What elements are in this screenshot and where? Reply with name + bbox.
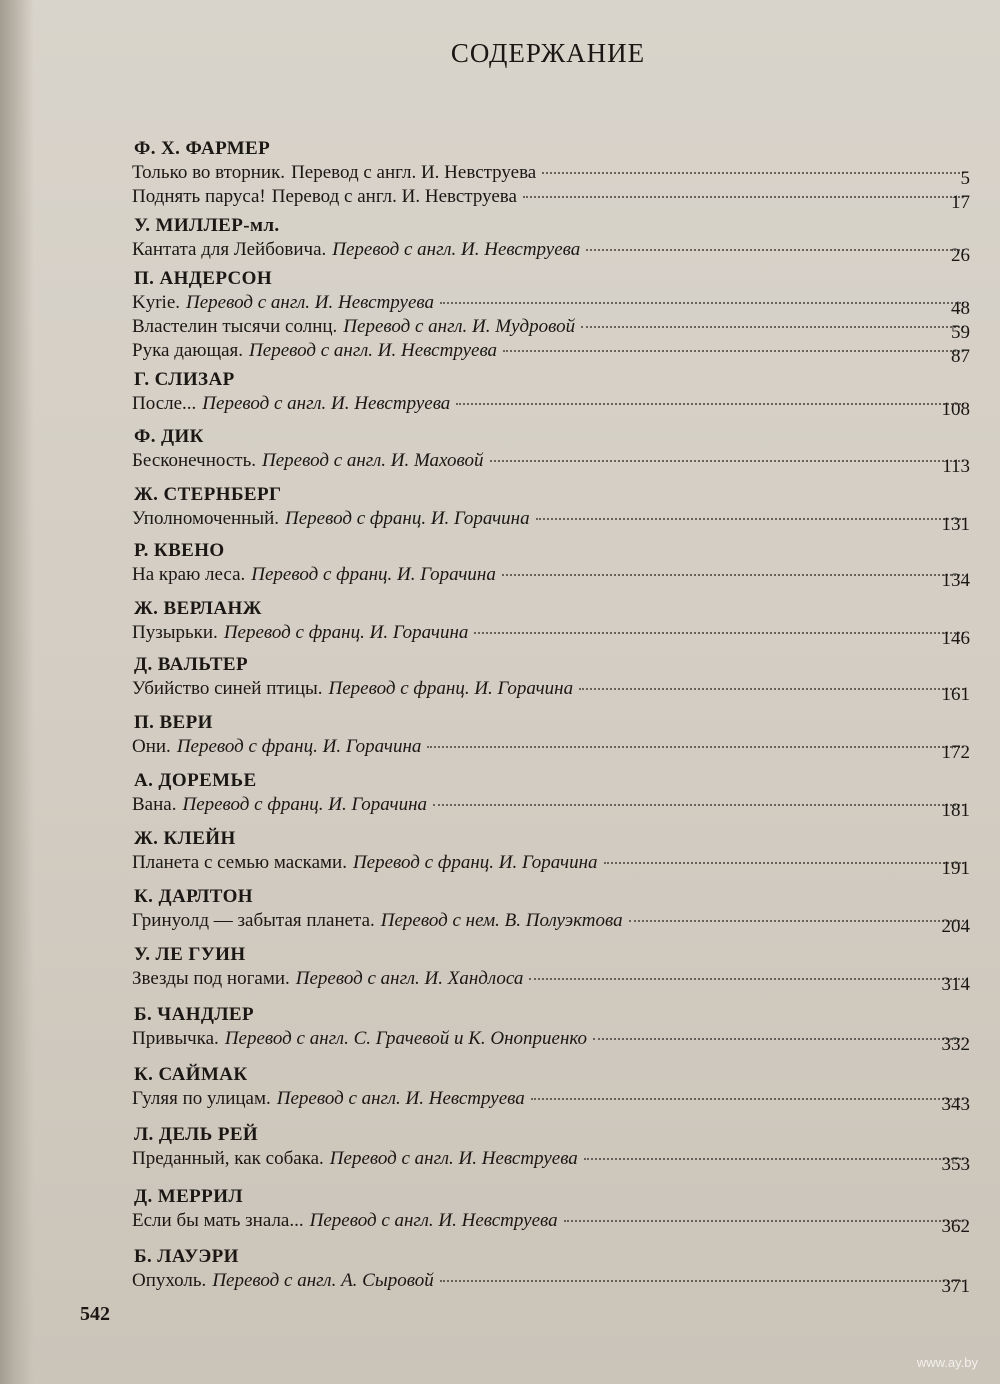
- toc-author: Ж. ВЕРЛАНЖ: [134, 598, 262, 619]
- toc-author: Ф. Х. ФАРМЕР: [134, 138, 271, 159]
- toc-author: Б. ЛАУЭРИ: [134, 1246, 239, 1267]
- toc-entry: [132, 678, 970, 705]
- toc-translator: Перевод с англ. И. Невструева: [249, 340, 498, 361]
- dot-leader: [456, 402, 964, 405]
- toc-translator: Перевод с англ. И. Маховой: [262, 450, 484, 471]
- toc-entry: [132, 162, 970, 189]
- toc-entry: [132, 508, 970, 535]
- toc-page-number: 59: [951, 322, 970, 343]
- toc-work-title: Бесконечность.: [132, 450, 256, 471]
- toc-author: Г. СЛИЗАР: [134, 369, 235, 390]
- watermark-text: www.ay.by: [916, 1355, 978, 1370]
- toc-entry: [132, 239, 970, 266]
- toc-work-title: Опухоль.: [132, 1270, 207, 1291]
- toc-entry: [132, 564, 970, 591]
- toc-author: К. САЙМАК: [134, 1064, 248, 1085]
- toc-translator: Перевод с англ. И. Невструева: [271, 186, 517, 207]
- toc-work-title: Поднять паруса!: [132, 186, 266, 207]
- toc-page-number: 87: [951, 346, 970, 367]
- toc-page-number: 161: [941, 684, 970, 705]
- dot-leader: [490, 459, 965, 462]
- dot-leader: [584, 1157, 964, 1160]
- toc-translator: Перевод с англ. И. Мудровой: [343, 316, 576, 337]
- dot-leader: [433, 803, 964, 806]
- toc-translator: Перевод с англ. И. Невструева: [332, 239, 581, 260]
- dot-leader: [564, 1219, 964, 1222]
- dot-leader: [523, 195, 964, 198]
- toc-work-title: Привычка.: [132, 1028, 219, 1049]
- toc-translator: Перевод с англ. И. Невструева: [309, 1210, 558, 1231]
- toc-work-title: Кантата для Лейбовича.: [132, 239, 327, 260]
- toc-work-title: Властелин тысячи солнц.: [132, 316, 338, 337]
- toc-page-number: 362: [941, 1216, 970, 1237]
- toc-page-number: 48: [951, 298, 970, 319]
- toc-author: У. МИЛЛЕР-мл.: [134, 215, 280, 236]
- toc-work-title: Вана.: [132, 794, 177, 815]
- toc-work-title: Планета с семью масками.: [132, 852, 347, 873]
- dot-leader: [440, 301, 964, 304]
- toc-translator: Перевод с англ. И. Невструева: [186, 292, 435, 313]
- toc-page-number: 353: [941, 1154, 970, 1175]
- toc-page-number: 26: [951, 245, 970, 266]
- toc-entry: [132, 968, 970, 995]
- toc-translator: Перевод с франц. И. Горачина: [176, 736, 422, 757]
- toc-author: У. ЛЕ ГУИН: [134, 944, 246, 965]
- toc-work-title: После...: [132, 393, 197, 414]
- toc-work-title: Если бы мать знала...: [132, 1210, 304, 1231]
- toc-work-title: Уполномоченный.: [132, 508, 280, 529]
- toc-translator: Перевод с англ. И. Невструева: [291, 162, 537, 183]
- toc-author: П. АНДЕРСОН: [134, 268, 273, 289]
- toc-translator: Перевод с англ. И. Невструева: [276, 1088, 525, 1109]
- toc-author: Ж. СТЕРНБЕРГ: [134, 484, 282, 505]
- toc-page-number: 131: [941, 514, 970, 535]
- toc-entry: [132, 393, 970, 420]
- toc-author: Л. ДЕЛЬ РЕЙ: [134, 1124, 259, 1145]
- toc-author: П. ВЕРИ: [134, 712, 213, 733]
- toc-entry: [132, 1148, 970, 1175]
- toc-entry: [132, 622, 970, 649]
- dot-leader: [604, 861, 964, 864]
- toc-entry: [132, 292, 970, 319]
- toc-work-title: Рука дающая.: [132, 340, 244, 361]
- dot-leader: [503, 349, 964, 352]
- dot-leader: [586, 248, 964, 251]
- toc-author: Ж. КЛЕЙН: [134, 828, 236, 849]
- dot-leader: [502, 573, 964, 576]
- toc-author: Д. ВАЛЬТЕР: [134, 654, 249, 675]
- toc-entry: [132, 910, 970, 937]
- toc-entry: [132, 340, 970, 367]
- toc-author: К. ДАРЛТОН: [134, 886, 253, 907]
- toc-work-title: Они.: [132, 736, 171, 757]
- dot-leader: [593, 1037, 964, 1040]
- toc-translator: Перевод с нем. В. Полуэктова: [380, 910, 623, 931]
- toc-work-title: Звезды под ногами.: [132, 968, 290, 989]
- toc-entry: [132, 1210, 970, 1237]
- toc-translator: Перевод с франц. И. Горачина: [352, 852, 598, 873]
- toc-entry: [132, 852, 970, 879]
- toc-translator: Перевод с франц. И. Горачина: [223, 622, 469, 643]
- toc-author: А. ДОРЕМЬЕ: [134, 770, 257, 791]
- toc-page-number: 17: [951, 192, 970, 213]
- toc-entry: [132, 1088, 970, 1115]
- toc-page-number: 332: [941, 1034, 970, 1055]
- dot-leader: [440, 1279, 964, 1282]
- toc-page-number: 113: [942, 456, 970, 477]
- toc-page-number: 343: [941, 1094, 970, 1115]
- dot-leader: [536, 517, 964, 520]
- toc-entry: [132, 736, 970, 763]
- dot-leader: [529, 977, 964, 980]
- dot-leader: [581, 325, 964, 328]
- page-number: 542: [80, 1303, 110, 1325]
- toc-page-number: 181: [941, 800, 970, 821]
- toc-page-number: 191: [941, 858, 970, 879]
- toc-work-title: Пузырьки.: [132, 622, 218, 643]
- toc-work-title: Гуляя по улицам.: [132, 1088, 271, 1109]
- toc-translator: Перевод с англ. И. Невструева: [202, 393, 451, 414]
- toc-page-number: 204: [941, 916, 970, 937]
- dot-leader: [474, 631, 964, 634]
- toc-page-number: 108: [941, 399, 970, 420]
- toc-author: Р. КВЕНО: [134, 540, 225, 561]
- toc-author: Д. МЕРРИЛ: [134, 1186, 243, 1207]
- dot-leader: [531, 1097, 964, 1100]
- toc-translator: Перевод с англ. И. Невструева: [329, 1148, 578, 1169]
- toc-work-title: Убийство синей птицы.: [132, 678, 323, 699]
- toc-work-title: Преданный, как собака.: [132, 1148, 324, 1169]
- toc-page-number: 5: [960, 168, 970, 189]
- toc-work-title: На краю леса.: [132, 564, 246, 585]
- toc-work-title: Гринуолд — забытая планета.: [132, 910, 375, 931]
- toc-entry: [132, 1270, 970, 1297]
- toc-work-title: Kyrie.: [132, 292, 181, 313]
- toc-entry: [132, 794, 970, 821]
- toc-translator: Перевод с англ. С. Грачевой и К. Оноприенко: [224, 1028, 588, 1049]
- toc-author: Ф. ДИК: [134, 426, 204, 447]
- toc-page-number: 172: [941, 742, 970, 763]
- toc-translator: Перевод с франц. И. Горачина: [182, 794, 428, 815]
- toc-entry: [132, 450, 970, 477]
- dot-leader: [629, 919, 964, 922]
- toc-page-number: 314: [941, 974, 970, 995]
- toc-entry: [132, 186, 970, 213]
- toc-work-title: Только во вторник.: [132, 162, 286, 183]
- toc-translator: Перевод с англ. А. Сыровой: [212, 1270, 434, 1291]
- page-title: СОДЕРЖАНИЕ: [450, 38, 646, 68]
- toc-translator: Перевод с франц. И. Горачина: [285, 508, 530, 529]
- dot-leader: [542, 171, 964, 174]
- dot-leader: [427, 745, 964, 748]
- toc-entry: [132, 1028, 970, 1055]
- dot-leader: [579, 687, 964, 690]
- toc-translator: Перевод с англ. И. Хандлоса: [295, 968, 524, 989]
- toc-translator: Перевод с франц. И. Горачина: [328, 678, 574, 699]
- toc-page-number: 134: [941, 570, 970, 591]
- toc-page-number: 146: [941, 628, 970, 649]
- toc-entry: [132, 316, 970, 343]
- toc-author: Б. ЧАНДЛЕР: [134, 1004, 255, 1025]
- toc-page-number: 371: [941, 1276, 970, 1297]
- toc-translator: Перевод с франц. И. Горачина: [251, 564, 496, 585]
